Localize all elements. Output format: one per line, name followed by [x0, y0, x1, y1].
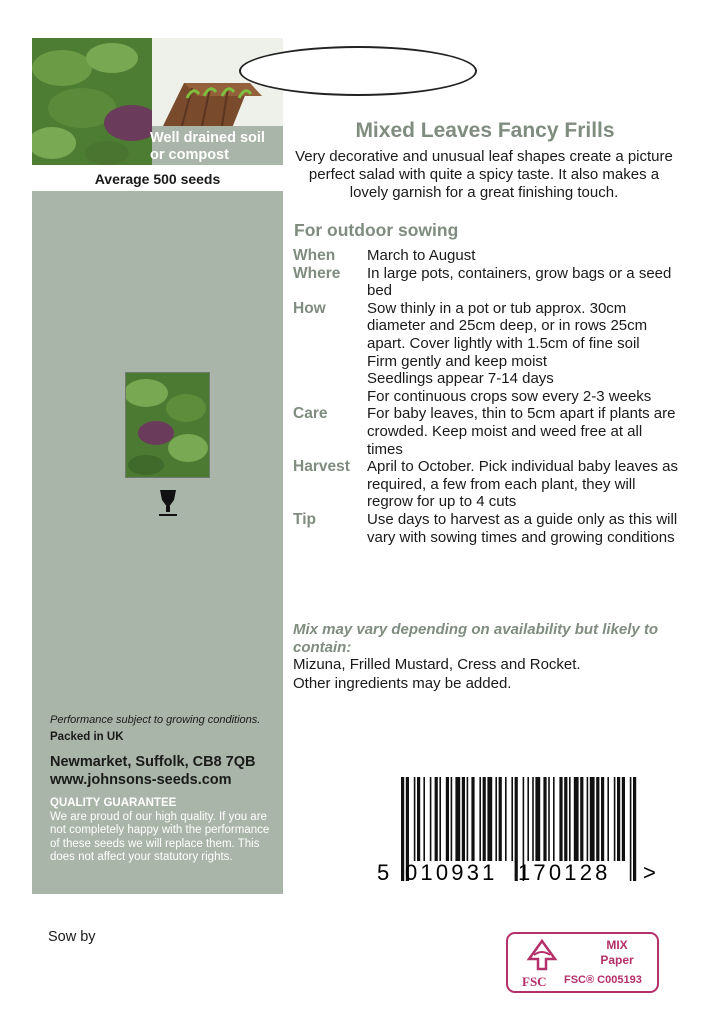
guide-text: Firm gently and keep moist [367, 352, 548, 370]
guide-text: For baby leaves, thin to 5cm apart if plants are crowded. Keep moist and weed free at all times [367, 405, 676, 458]
fsc-mix: MIX [606, 938, 628, 952]
barcode-bar [451, 777, 453, 861]
guide-label: Tip [293, 510, 316, 528]
guide-row [293, 265, 678, 300]
company-address [50, 753, 255, 789]
barcode-bar [590, 777, 595, 861]
guide-text: April to October. Pick individual baby leaves as required, a few from each plant, they will regrow for up to 4 cuts [367, 458, 678, 511]
guide-label [293, 370, 367, 388]
sow-by-label: Sow by [48, 929, 96, 945]
guide-label [293, 353, 367, 371]
guide-text: For continuous crops sow every 2-3 weeks [367, 387, 652, 405]
brand-logo [157, 488, 179, 518]
guide-text: Use days to harvest as a guide only as this will vary with sowing times and growing conditions [367, 510, 678, 546]
barcode-bar [446, 777, 449, 861]
guide-text: March to August [367, 247, 476, 264]
barcode-bar [553, 777, 555, 861]
barcode-bar [614, 777, 616, 861]
mix-line: Other ingredients may be added. [293, 674, 512, 692]
guide-text: Sow thinly in a pot or tub approx. 30cm diameter and 25cm deep, or in rows 25cm apart. Cover lightly with 1.5cm of fine soil [367, 299, 648, 352]
barcode-bar [527, 777, 529, 861]
barcode-bar [495, 777, 497, 861]
guarantee-text: We are proud of our high quality. If you are not completely happy with the performance of these seeds we will replace them. This does not affect your statutory rights. [50, 810, 270, 863]
barcode [373, 777, 663, 887]
performance-note: Performance subject to growing conditions. [50, 714, 261, 726]
guide-row [293, 405, 678, 458]
barcode-bar [499, 777, 502, 861]
fsc-mix-paper [578, 938, 656, 968]
fsc-logo [506, 932, 659, 993]
guarantee-heading: QUALITY GUARANTEE [50, 797, 177, 809]
guide-label [293, 388, 367, 406]
barcode-bar [401, 777, 404, 881]
barcode-bar [574, 777, 579, 861]
barcode-bar [617, 777, 620, 861]
soil-requirement-label: Well drained soil or compost [150, 130, 265, 163]
fsc-paper: Paper [600, 953, 634, 967]
packed-in: Packed in UK [50, 731, 124, 743]
fsc-license-code: FSC® C005193 [564, 974, 642, 986]
barcode-bar [532, 777, 534, 861]
barcode-bar [430, 777, 432, 861]
guide-label: Care [293, 405, 328, 423]
barcode-bar [487, 777, 492, 861]
barcode-first-digit: 5 [377, 860, 390, 885]
barcode-bar [596, 777, 599, 861]
barcode-bar [435, 777, 438, 861]
mix-contents [293, 656, 673, 693]
mix-line: Mizuna, Frilled Mustard, Cress and Rocket. [293, 656, 581, 673]
barcode-bar [417, 777, 420, 861]
barcode-bar [505, 777, 507, 861]
leaves-thumbnail [125, 372, 210, 478]
guide-row [293, 388, 678, 406]
barcode-end-mark: > [643, 860, 656, 885]
barcode-left-digits: 010931 [405, 860, 498, 885]
barcode-bar [559, 777, 562, 861]
barcode-bar [414, 777, 416, 861]
barcode-bar [633, 777, 636, 881]
barcode-bar [511, 777, 513, 861]
barcode-bar [455, 777, 460, 861]
barcode-bar [601, 777, 604, 861]
product-description: Very decorative and unusual leaf shapes create a picture perfect salad with quite a spicy taste. It also makes a lovely garnish for a great finishing touch. [295, 148, 673, 201]
guide-row [293, 353, 678, 371]
barcode-bar [479, 777, 481, 861]
price-label-oval [239, 46, 477, 96]
barcode-bar [471, 777, 474, 861]
website-link[interactable]: www.johnsons-seeds.com [50, 772, 232, 788]
barcode-bar [483, 777, 486, 861]
guide-row [293, 458, 678, 511]
barcode-bar [535, 777, 540, 861]
barcode-bar [462, 777, 465, 861]
barcode-bar [607, 777, 609, 861]
product-title: Mixed Leaves Fancy Frills [355, 119, 615, 142]
guide-label: Where [293, 264, 341, 282]
barcode-bar [630, 777, 632, 881]
barcode-bar [423, 777, 425, 861]
guide-row [293, 511, 678, 546]
fsc-word: FSC [522, 974, 547, 989]
barcode-bar [580, 777, 583, 861]
barcode-right-digits: 170128 [518, 860, 611, 885]
barcode-bar [439, 777, 441, 861]
barcode-bar [467, 777, 469, 861]
barcode-bar [622, 777, 625, 861]
fsc-tree-icon [522, 939, 562, 973]
guide-label: Harvest [293, 458, 350, 476]
mix-heading: Mix may vary depending on availability but likely to contain: [293, 621, 659, 656]
guide-row [293, 300, 678, 353]
barcode-bar [548, 777, 550, 861]
sowing-heading: For outdoor sowing [294, 220, 459, 240]
guide-label: When [293, 247, 336, 264]
guide-label: How [293, 299, 326, 317]
barcode-bar [543, 777, 546, 861]
sowing-guide [293, 247, 678, 546]
barcode-bar [587, 777, 589, 861]
guide-row [293, 370, 678, 388]
seed-count: Average 500 seeds [32, 165, 283, 191]
barcode-bar [569, 777, 571, 861]
barcode-bar [564, 777, 567, 861]
guide-text: Seedlings appear 7-14 days [367, 370, 554, 388]
guide-text: In large pots, containers, grow bags or a seed bed [367, 264, 672, 300]
guide-row [293, 247, 678, 265]
quality-guarantee [50, 797, 280, 865]
address-line: Newmarket, Suffolk, CB8 7QB [50, 754, 256, 770]
